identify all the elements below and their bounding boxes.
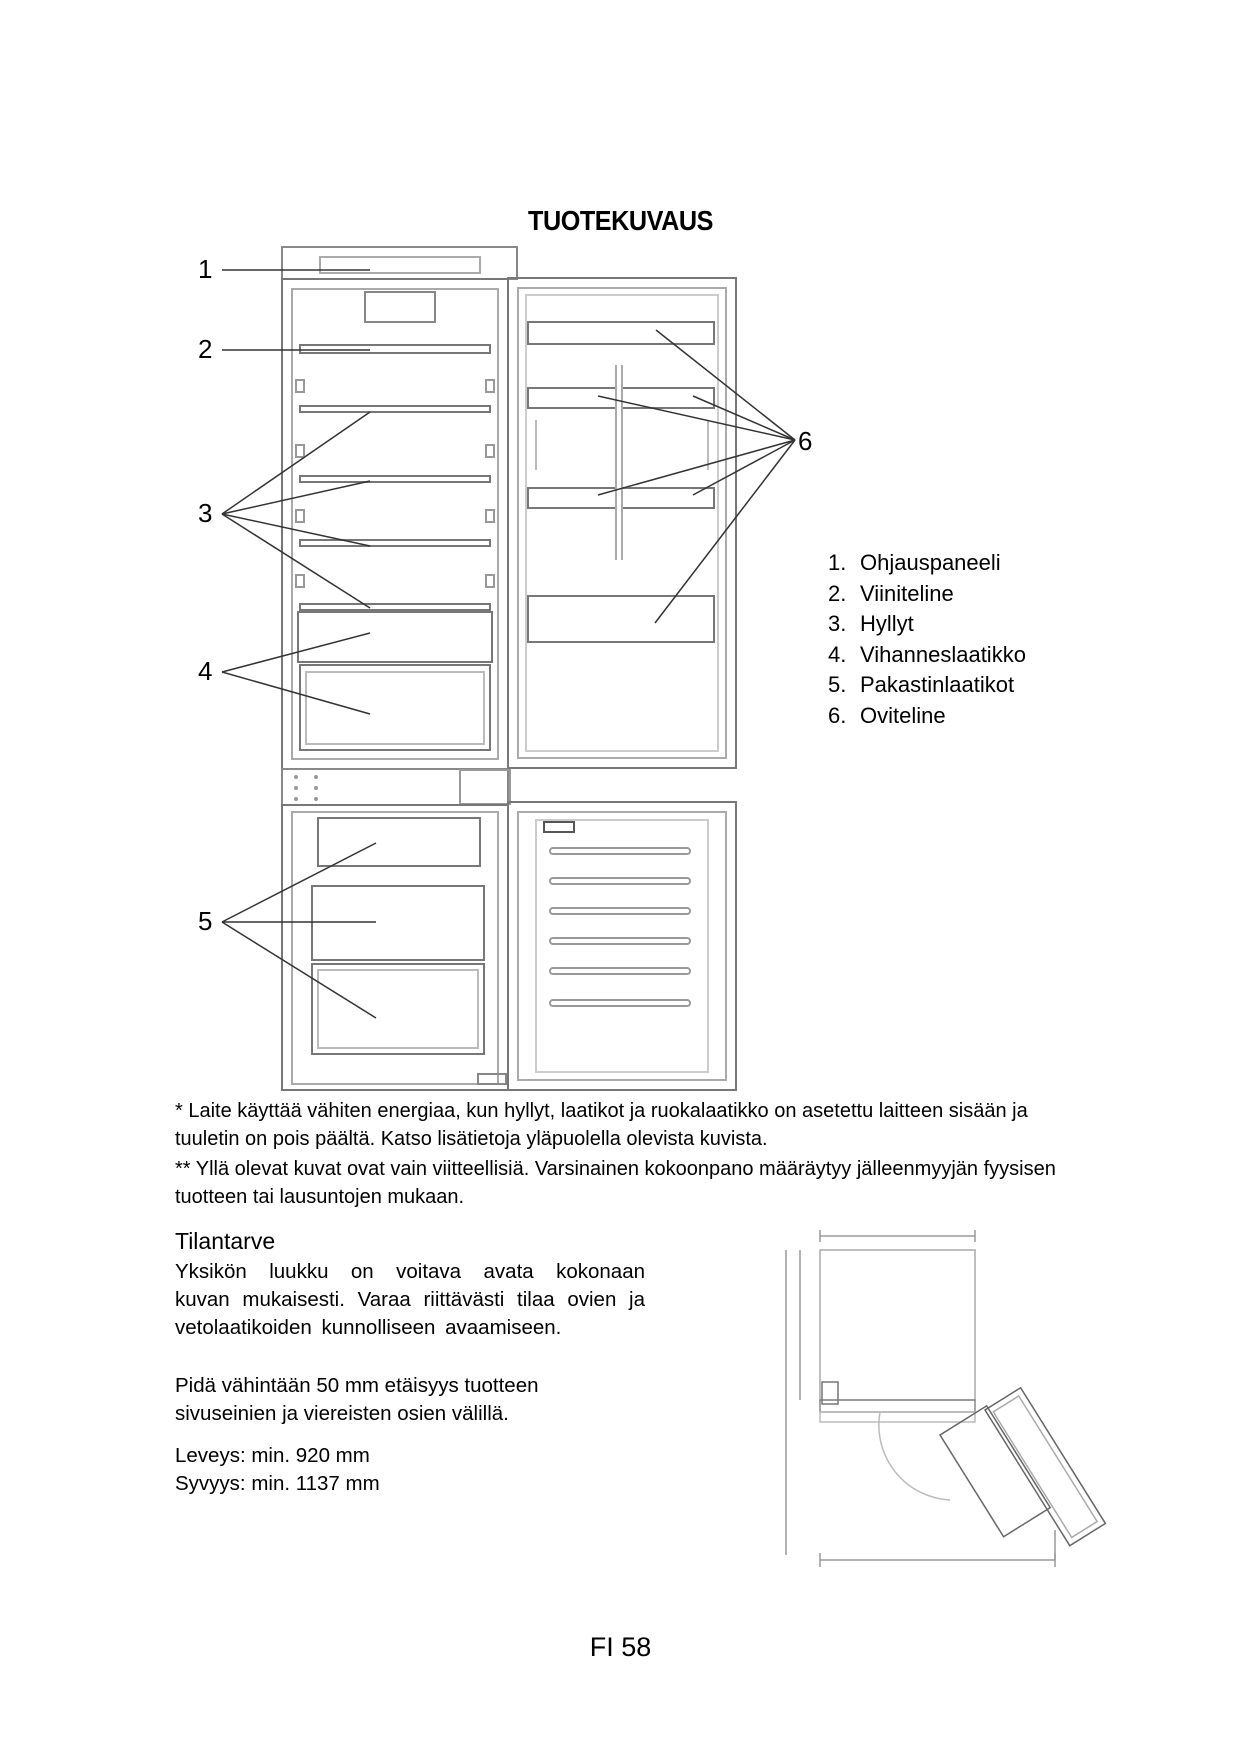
legend-item: 4. Vihanneslaatikko	[828, 641, 1026, 667]
callout-5: 5	[198, 906, 213, 936]
page-number: FI 58	[589, 1632, 652, 1662]
legend-item: 2. Viiniteline	[828, 580, 954, 606]
legend-item: 3. Hyllyt	[828, 611, 914, 636]
callout-2: 2	[198, 334, 213, 364]
callout-3: 3	[198, 498, 213, 528]
section-paragraph-1: Yksikön luukku on voitava avata kokonaan kuvan mukaisesti. Varaa riittävästi tilaa ovien ja vetolaatikoiden kunnolliseen avaamiseen.	[175, 1260, 645, 1339]
page-title: TUOTEKUVAUS	[527, 205, 713, 236]
min-width: Leveys: min. 920 mm	[175, 1444, 370, 1467]
legend-item: 1. Ohjauspaneeli	[828, 550, 1001, 575]
legend-item: 5. Pakastinlaatikot	[828, 672, 1015, 697]
section-paragraph-2: Pidä vähintään 50 mm etäisyys tuotteen sivuseinien ja viereisten osien välillä.	[175, 1374, 539, 1425]
callout-4: 4	[198, 656, 213, 686]
parts-legend	[828, 548, 1026, 731]
note-energy: * Laite käyttää vähiten energiaa, kun hyllyt, laatikot ja ruokalaatikko on asetettu laitteen sisään ja tuuletin on pois päältä. Katso lisätietoja yläpuolella olevista kuvista.	[175, 1100, 1028, 1150]
note-disclaimer: ** Yllä olevat kuvat ovat vain viitteellisiä. Varsinainen kokoonpano määräytyy jälleenmyyjän fyysisen tuotteen tai lausuntojen mukaan.	[175, 1158, 1056, 1208]
section-heading: Tilantarve	[175, 1228, 276, 1254]
min-depth: Syvyys: min. 1137 mm	[175, 1472, 380, 1495]
callout-1: 1	[198, 254, 213, 284]
callout-6: 6	[798, 426, 813, 456]
legend-item: 6. Oviteline	[828, 702, 946, 728]
